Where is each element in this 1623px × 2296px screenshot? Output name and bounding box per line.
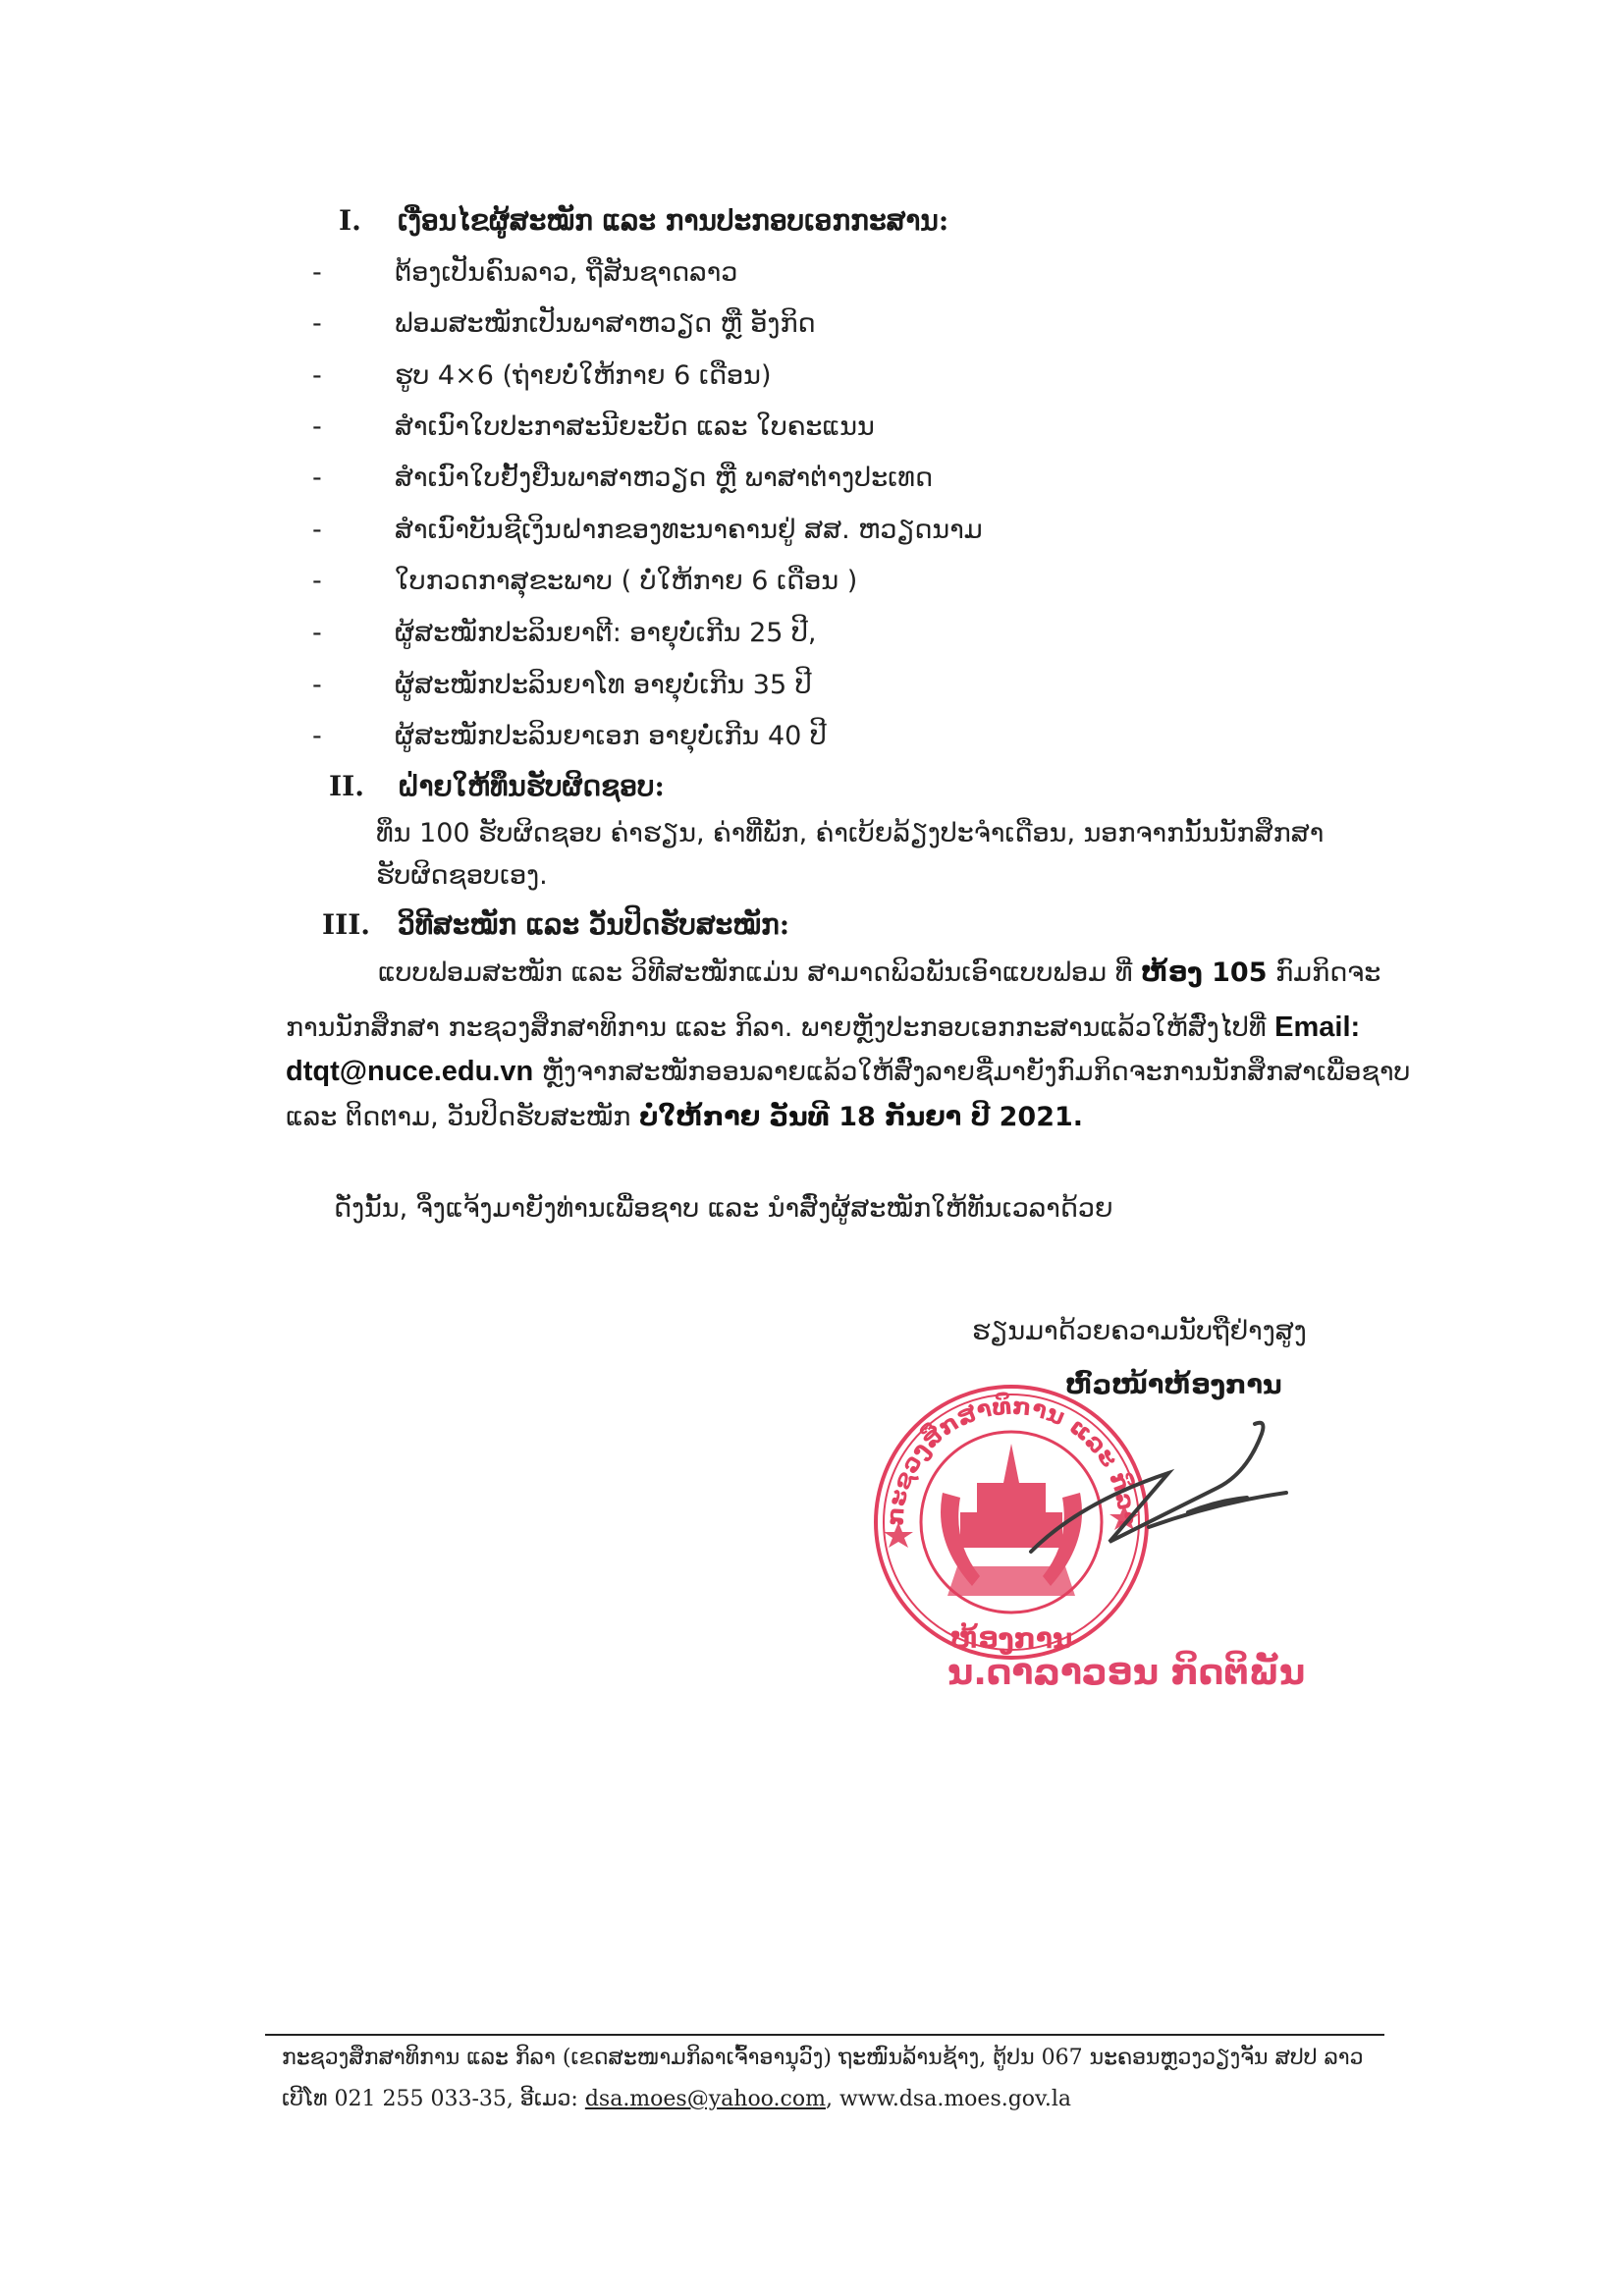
section-1-heading [339, 204, 948, 237]
section-3-paragraph-line-1: ແບບຟອມສະໝັກ ແລະ ວິທີສະໝັກແມ່ນ ສາມາດພິວພັນເອົາແບບຟອມ ທີ່ ຫ້ອງ 105 ກົມກິດຈະ [378, 957, 1381, 988]
section-3-paragraph-line-2: ການນັກສຶກສາ ກະຊວງສຶກສາທິການ ແລະ ກິລາ. ພາຍຫຼັງປະກອບເອກກະສານແລ້ວໃຫ້ສົ່ງໄປທີ່ Email: [286, 1011, 1361, 1043]
footer-email-link[interactable]: dsa.moes@yahoo.com [584, 2087, 826, 2111]
footer-address: ກະຊວງສຶກສາທິການ ແລະ ກິລາ (ເຂດສະໜາມກິລາເຈົ້າອານຸວົງ) ຖະໜົນລ້ານຊ້າງ, ຕູ້ປນ 067 ນະຄອນຫຼວງວຽງຈັນ ສປປ ລາວ [282, 2046, 1364, 2070]
section-3-number: III. [322, 908, 371, 941]
section-3-paragraph-line-3: dtqt@nuce.edu.vn ຫຼັງຈາກສະໝັກອອນລາຍແລ້ວໃຫ້ສົ່ງລາຍຊື່ມາຍັງກົມກິດຈະການນັກສຶກສາເພື່ອຊາບ [286, 1056, 1411, 1087]
requirement-item: - ສຳເນົາບັນຊີເງິນຝາກຂອງທະນາຄານຢູ່ ສສ. ຫວຽດນາມ [312, 515, 983, 545]
section-1-number: I. [339, 204, 361, 237]
section-2-title: ຝ່າຍໃຫ້ທຶນຮັບຜິດຊອບ: [398, 770, 665, 802]
handwritten-signature-icon [1021, 1414, 1296, 1591]
application-email-link[interactable]: dtqt@nuce.edu.vn [286, 1056, 534, 1087]
deadline: ບໍ່ໃຫ້ກາຍ ວັນທີ 18 ກັນຍາ ປີ 2021. [638, 1102, 1084, 1132]
section-3-paragraph-line-4: ແລະ ຕິດຕາມ, ວັນປິດຮັບສະໝັກ ບໍ່ໃຫ້ກາຍ ວັນທີ 18 ກັນຍາ ປີ 2021. [286, 1102, 1084, 1132]
section-2-number: II. [329, 770, 364, 802]
requirement-item: - ສຳເນົາໃບຢັ້ງຢືນພາສາຫວຽດ ຫຼື ພາສາຕ່າງປະເທດ [312, 463, 934, 493]
section-2-text-line-2: ຮັບຜິດຊອບເອງ. [376, 860, 548, 891]
requirement-item: - ຕ້ອງເປັນຄົນລາວ, ຖືສັນຊາດລາວ [312, 257, 738, 288]
requirement-item: - ສຳເນົາໃບປະກາສະນີຍະບັດ ແລະ ໃບຄະແນນ [312, 411, 875, 442]
requirement-item: - ໃບກວດກາສຸຂະພາບ ( ບໍ່ໃຫ້ກາຍ 6 ເດືອນ ) [312, 566, 858, 596]
room-number: ຫ້ອງ 105 [1140, 957, 1268, 988]
requirement-item: - ຟອມສະໝັກເປັນພາສາຫວຽດ ຫຼື ອັງກິດ [312, 308, 816, 339]
section-2-text-line-1: ທຶນ 100 ຮັບຜິດຊອບ ຄ່າຮຽນ, ຄ່າທີ່ພັກ, ຄ່າເບ້ຍລ້ຽງປະຈຳເດືອນ, ນອກຈາກນັ້ນນັກສຶກສາ [376, 818, 1325, 848]
footer-divider [265, 2034, 1384, 2036]
email-label: Email: [1274, 1011, 1361, 1043]
signatory-title: ຫົວໜ້າຫ້ອງການ [1065, 1370, 1282, 1400]
section-2-heading [329, 770, 665, 802]
section-1-title: ເງື່ອນໄຂຜູ້ສະໝັກ ແລະ ການປະກອບເອກກະສານ: [398, 204, 949, 237]
svg-text:ກະຊວງສຶກສາທິການ ແລະ ກິລາ: ກະຊວງສຶກສາທິການ ແລະ ກິລາ [881, 1392, 1142, 1527]
requirement-item: - ຜູ້ສະໝັກປະລິນຍາຕີ: ອາຍຸບໍ່ເກີນ 25 ປີ, [312, 618, 817, 648]
closing-statement: ດັ່ງນັ້ນ, ຈຶ່ງແຈ້ງມາຍັງທ່ານເພື່ອຊາບ ແລະ ນຳສົ່ງຜູ້ສະໝັກໃຫ້ທັນເວລາດ້ວຍ [334, 1193, 1113, 1224]
svg-text:ຫ້ອງການ: ຫ້ອງການ [949, 1622, 1073, 1655]
regards-line: ຮຽນມາດ້ວຍຄວາມນັບຖືຢ່າງສູງ [972, 1316, 1307, 1346]
requirement-item: - ຮູບ 4×6 (ຖ່າຍບໍ່ໃຫ້ກາຍ 6 ເດືອນ) [312, 360, 772, 391]
footer-website[interactable]: , www.dsa.moes.gov.la [825, 2087, 1072, 2111]
section-3-title: ວິທີສະໝັກ ແລະ ວັນປິດຮັບສະໝັກ: [398, 908, 790, 941]
section-3-heading [322, 908, 789, 941]
footer-contact: ເບີໂທ 021 255 033-35, ອີເມວ: dsa.moes@yahoo.com, www.dsa.moes.gov.la [282, 2087, 1072, 2111]
requirement-item: - ຜູ້ສະໝັກປະລິນຍາໂທ ອາຍຸບໍ່ເກີນ 35 ປີ [312, 670, 812, 700]
signer-name: ນ.ດາລາວອນ ກິດຕິພັນ [947, 1653, 1306, 1693]
requirement-item: - ຜູ້ສະໝັກປະລິນຍາເອກ ອາຍຸບໍ່ເກີນ 40 ປີ [312, 721, 827, 751]
